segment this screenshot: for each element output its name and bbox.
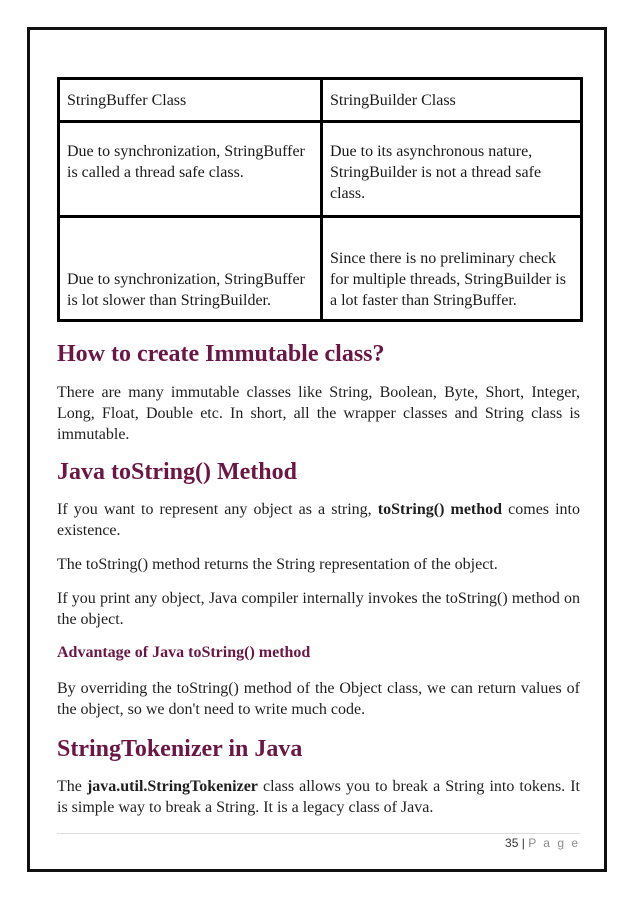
tokenizer-paragraph	[57, 776, 580, 818]
bold-text: java.util.StringTokenizer	[86, 778, 258, 795]
advantage-subheading: Advantage of Java toString() method	[57, 644, 311, 661]
text-span: If you want to represent any object as a string,	[57, 501, 378, 518]
table-header-row	[59, 79, 582, 122]
table-cell: Due to its asynchronous nature, StringBuilder is not a thread safe class.	[322, 122, 582, 217]
tostring-heading: Java toString() Method	[57, 459, 297, 485]
page-label: P a g e	[528, 836, 580, 850]
table-header-cell: StringBuffer Class	[59, 79, 322, 122]
table-row	[59, 122, 582, 217]
immutable-heading: How to create Immutable class?	[57, 341, 385, 367]
table-cell: Due to synchronization, StringBuffer is lot slower than StringBuilder.	[59, 217, 322, 321]
tostring-paragraph-1	[57, 499, 580, 541]
immutable-paragraph: There are many immutable classes like String, Boolean, Byte, Short, Integer, Long, Float, Double etc. In short, all the wrapper classes and String class is immutable.	[57, 384, 580, 443]
text-span: The	[57, 778, 87, 795]
footer-divider	[57, 833, 580, 834]
page-footer	[505, 836, 580, 850]
comparison-table	[57, 77, 583, 322]
table-cell: Due to synchronization, StringBuffer is called a thread safe class.	[59, 122, 322, 217]
tokenizer-heading: StringTokenizer in Java	[57, 736, 303, 762]
text-span: class allows you to break a String into tokens. It is simple way to break a String. It is a legacy class of Java.	[57, 778, 580, 816]
tostring-paragraph-2: The toString() method returns the String representation of the object.	[57, 556, 498, 573]
table-header-cell: StringBuilder Class	[322, 79, 582, 122]
page-number: 35	[505, 836, 519, 850]
table-row	[59, 217, 582, 321]
main-content	[57, 340, 580, 818]
table-cell: Since there is no preliminary check for multiple threads, StringBuilder is a lot faster than StringBuffer.	[322, 217, 582, 321]
bold-text: toString() method	[377, 501, 503, 518]
tostring-paragraph-4: By overriding the toString() method of the Object class, we can return values of the object, so we don't need to write much code.	[57, 680, 580, 718]
text-span: comes into existence.	[57, 501, 580, 539]
tostring-paragraph-3: If you print any object, Java compiler internally invokes the toString() method on the object.	[57, 590, 580, 628]
footer-separator: |	[521, 836, 525, 850]
